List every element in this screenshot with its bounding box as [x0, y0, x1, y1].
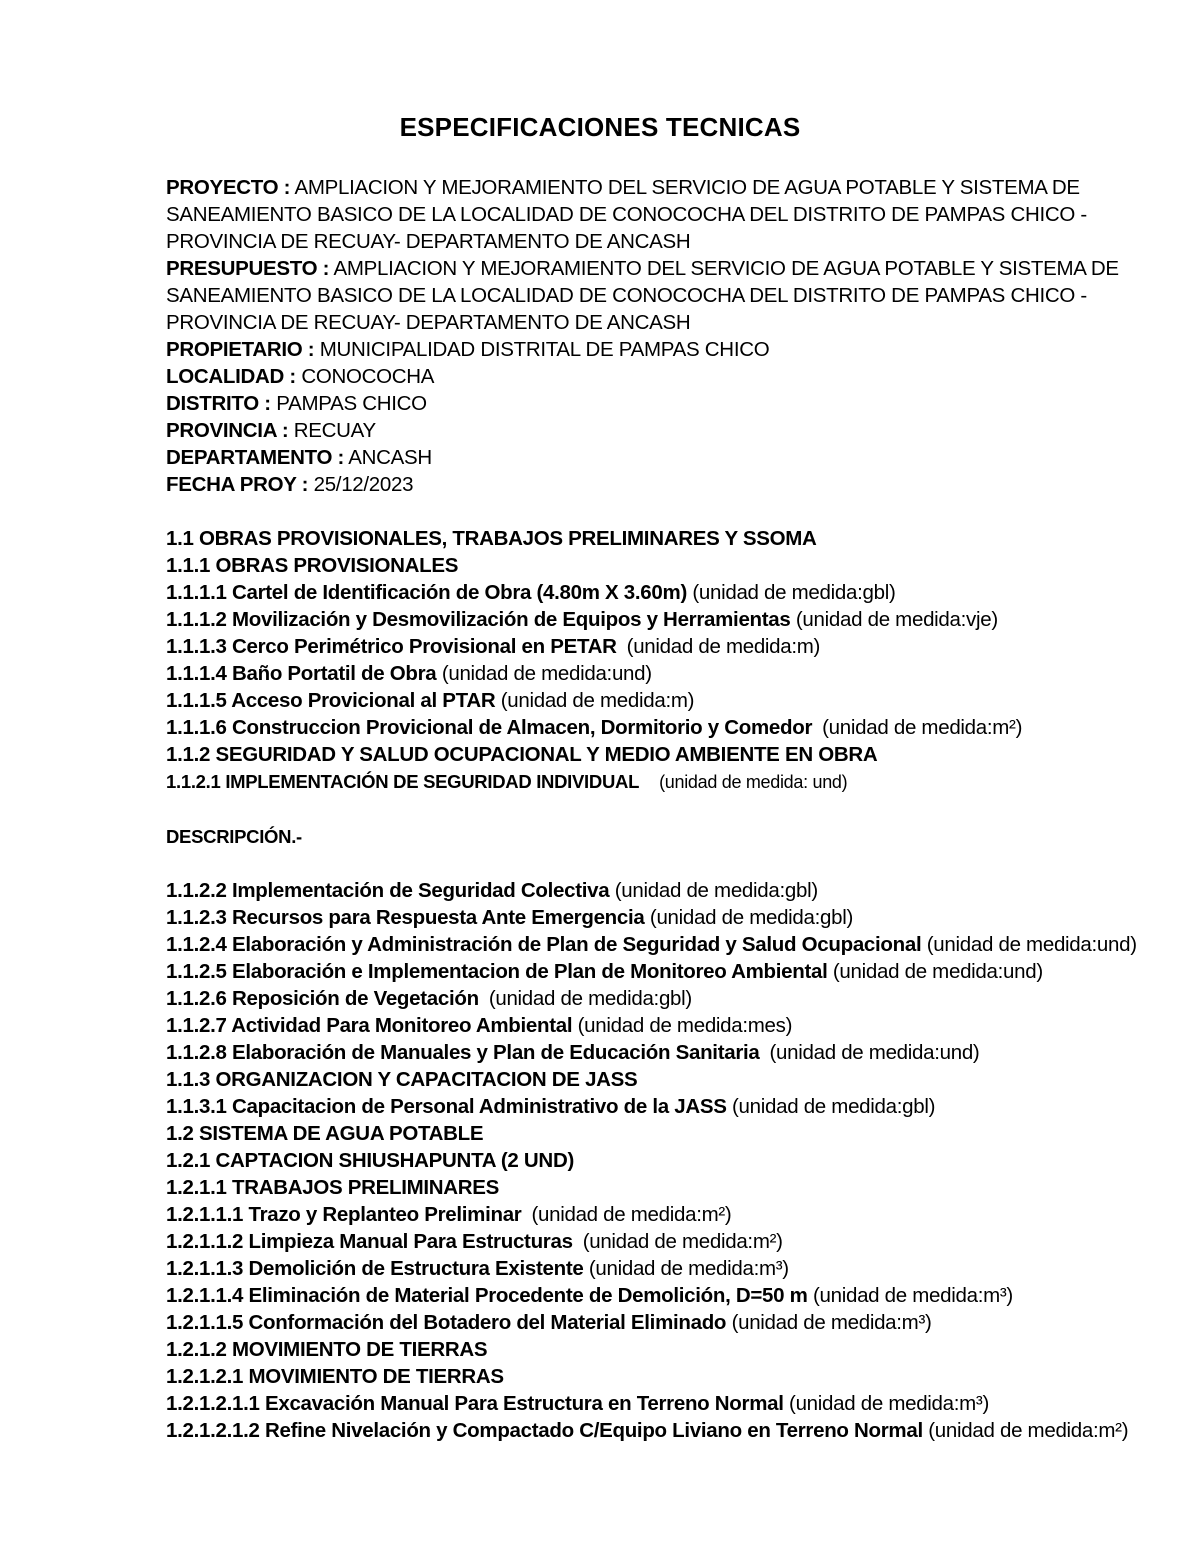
spacer: [166, 850, 1176, 877]
list-item: [166, 525, 1176, 552]
item-unit: (unidad de medida:und): [832, 960, 1043, 983]
item-unit: (unidad de medida:m): [500, 689, 695, 712]
provincia-field: [166, 417, 1176, 444]
item-code: 1.2.1.1.5 Conformación del Botadero del Material Eliminado: [166, 1311, 727, 1334]
departamento-value: ANCASH: [348, 446, 432, 469]
list-item: [166, 1174, 1176, 1201]
item-code: 1.1.2.8 Elaboración de Manuales y Plan de Educación Sanitaria: [166, 1041, 760, 1064]
item-unit: (unidad de medida:gbl): [649, 906, 854, 929]
departamento-label: DEPARTAMENTO :: [166, 446, 345, 469]
list-item: [166, 1336, 1176, 1363]
item-unit: (unidad de medida:m²): [822, 716, 1023, 739]
list-item: [166, 985, 1176, 1012]
proyecto-label: PROYECTO :: [166, 176, 291, 199]
document-title: ESPECIFICACIONES TECNICAS: [399, 112, 801, 142]
item-unit: (unidad de medida:gbl): [488, 987, 692, 1010]
list-item: [166, 958, 1176, 985]
list-item: [166, 904, 1176, 931]
list-item: [166, 1282, 1176, 1309]
list-item: [166, 1120, 1176, 1147]
distrito-value: PAMPAS CHICO: [276, 392, 427, 415]
item-code: 1.2.1.2.1 MOVIMIENTO DE TIERRAS: [166, 1365, 504, 1388]
distrito-field: [166, 390, 1176, 417]
descripcion-text: DESCRIPCIÓN.-: [166, 826, 302, 847]
propietario-field: [166, 336, 1176, 363]
distrito-label: DISTRITO :: [166, 392, 271, 415]
items-list-a: [166, 525, 1176, 796]
item-code: 1.2.1 CAPTACION SHIUSHAPUNTA (2 UND): [166, 1149, 574, 1172]
item-unit: (unidad de medida:und): [769, 1041, 980, 1064]
item-code: 1.2 SISTEMA DE AGUA POTABLE: [166, 1122, 484, 1145]
item-unit: (unidad de medida:m²): [582, 1230, 783, 1253]
list-item: [166, 931, 1176, 958]
spacer: [166, 498, 1176, 525]
provincia-label: PROVINCIA :: [166, 419, 289, 442]
descripcion-label: [166, 823, 1176, 850]
item-unit: (unidad de medida:und): [441, 662, 652, 685]
item-code: 1.1.2.7 Actividad Para Monitoreo Ambiental: [166, 1014, 573, 1037]
item-unit: (unidad de medida:m³): [812, 1284, 1013, 1307]
list-item: [166, 1201, 1176, 1228]
list-item: [166, 1147, 1176, 1174]
localidad-value: CONOCOCHA: [301, 365, 435, 388]
localidad-label: LOCALIDAD :: [166, 365, 296, 388]
presupuesto-value: AMPLIACION Y MEJORAMIENTO DEL SERVICIO DE AGUA POTABLE Y SISTEMA DE SANEAMIENTO BASICO DE LA LOCALIDAD DE CONOCOCHA DEL DISTRITO DE PAMPAS CHICO - PROVINCIA DE RECUAY- DEPARTAMENTO DE ANCASH: [166, 257, 1119, 334]
item-code: 1.1.1.2 Movilización y Desmovilización de Equipos y Herramientas: [166, 608, 791, 631]
presupuesto-label: PRESUPUESTO :: [166, 257, 330, 280]
item-unit: (unidad de medida:gbl): [692, 581, 896, 604]
item-unit: (unidad de medida:m³): [588, 1257, 789, 1280]
list-item: [166, 1066, 1176, 1093]
item-code: 1.1.3.1 Capacitacion de Personal Administrativo de la JASS: [166, 1095, 727, 1118]
item-code: 1.2.1.1.3 Demolición de Estructura Existente: [166, 1257, 584, 1280]
item-code: 1.1.2.6 Reposición de Vegetación: [166, 987, 479, 1010]
item-code: 1.2.1.1 TRABAJOS PRELIMINARES: [166, 1176, 500, 1199]
item-code: 1.1.1.5 Acceso Provicional al PTAR: [166, 689, 496, 712]
propietario-label: PROPIETARIO :: [166, 338, 315, 361]
list-item: [166, 1039, 1176, 1066]
item-unit: (unidad de medida:mes): [577, 1014, 793, 1037]
item-unit: (unidad de medida:vje): [795, 608, 998, 631]
localidad-field: [166, 363, 1176, 390]
item-code: 1.1.2.1 IMPLEMENTACIÓN DE SEGURIDAD INDIVIDUAL: [166, 771, 640, 792]
list-item: [166, 1363, 1176, 1390]
item-code: 1.1.1.6 Construccion Provicional de Almacen, Dormitorio y Comedor: [166, 716, 813, 739]
propietario-value: MUNICIPALIDAD DISTRITAL DE PAMPAS CHICO: [319, 338, 770, 361]
item-code: 1.1.1.3 Cerco Perimétrico Provisional en PETAR: [166, 635, 617, 658]
item-unit: (unidad de medida:gbl): [614, 879, 818, 902]
list-item: [166, 741, 1176, 768]
item-code: 1.2.1.1.2 Limpieza Manual Para Estructuras: [166, 1230, 573, 1253]
fecha-value: 25/12/2023: [313, 473, 414, 496]
list-item: [166, 877, 1176, 904]
spacer: [166, 796, 1176, 823]
list-item: [166, 687, 1176, 714]
list-item: [166, 633, 1176, 660]
item-code: 1.2.1.1.4 Eliminación de Material Procedente de Demolición, D=50 m: [166, 1284, 808, 1307]
item-unit: (unidad de medida:m³): [789, 1392, 989, 1415]
document-body: [166, 174, 1176, 1444]
item-unit: (unidad de medida:m²): [928, 1419, 1129, 1442]
list-item: [166, 1255, 1176, 1282]
item-code: 1.1.2 SEGURIDAD Y SALUD OCUPACIONAL Y MEDIO AMBIENTE EN OBRA: [166, 743, 878, 766]
list-item: [166, 1417, 1176, 1444]
list-item: [166, 1309, 1176, 1336]
item-unit: (unidad de medida:m³): [731, 1311, 932, 1334]
item-code: 1.1.2.5 Elaboración e Implementacion de Plan de Monitoreo Ambiental: [166, 960, 828, 983]
item-unit: (unidad de medida:m): [626, 635, 821, 658]
list-item: [166, 1228, 1176, 1255]
item-unit: (unidad de medida:m²): [531, 1203, 732, 1226]
proyecto-value: AMPLIACION Y MEJORAMIENTO DEL SERVICIO DE AGUA POTABLE Y SISTEMA DE SANEAMIENTO BASICO DE LA LOCALIDAD DE CONOCOCHA DEL DISTRITO DE PAMPAS CHICO - PROVINCIA DE RECUAY- DEPARTAMENTO DE ANCASH: [166, 176, 1087, 253]
item-code: 1.1.1.4 Baño Portatil de Obra: [166, 662, 437, 685]
fecha-field: [166, 471, 1176, 498]
list-item: [166, 579, 1176, 606]
item-code: 1.2.1.2.1.2 Refine Nivelación y Compactado C/Equipo Liviano en Terreno Normal: [166, 1419, 923, 1442]
item-code: 1.1.2.4 Elaboración y Administración de Plan de Seguridad y Salud Ocupacional: [166, 933, 922, 956]
list-item: [166, 1093, 1176, 1120]
list-item: [166, 1390, 1176, 1417]
item-code: 1.2.1.2 MOVIMIENTO DE TIERRAS: [166, 1338, 488, 1361]
list-item: [166, 1012, 1176, 1039]
item-code: 1.2.1.1.1 Trazo y Replanteo Preliminar: [166, 1203, 522, 1226]
list-item: [166, 768, 1176, 796]
item-unit: (unidad de medida:gbl): [732, 1095, 936, 1118]
item-unit: (unidad de medida:und): [926, 933, 1137, 956]
list-item: [166, 606, 1176, 633]
list-item: [166, 552, 1176, 579]
items-list-b: [166, 877, 1176, 1444]
item-code: 1.1.3 ORGANIZACION Y CAPACITACION DE JASS: [166, 1068, 638, 1091]
item-code: 1.1.2.2 Implementación de Seguridad Colectiva: [166, 879, 610, 902]
item-code: 1.1.1.1 Cartel de Identificación de Obra (4.80m X 3.60m): [166, 581, 687, 604]
fecha-label: FECHA PROY :: [166, 473, 309, 496]
provincia-value: RECUAY: [293, 419, 376, 442]
item-code: 1.2.1.2.1.1 Excavación Manual Para Estructura en Terreno Normal: [166, 1392, 784, 1415]
departamento-field: [166, 444, 1176, 471]
proyecto-field: [166, 174, 1176, 255]
list-item: [166, 660, 1176, 687]
item-unit: (unidad de medida: und): [659, 772, 848, 792]
item-code: 1.1 OBRAS PROVISIONALES, TRABAJOS PRELIMINARES Y SSOMA: [166, 527, 817, 550]
list-item: [166, 714, 1176, 741]
item-code: 1.1.1 OBRAS PROVISIONALES: [166, 554, 459, 577]
presupuesto-field: [166, 255, 1176, 336]
item-code: 1.1.2.3 Recursos para Respuesta Ante Emergencia: [166, 906, 645, 929]
